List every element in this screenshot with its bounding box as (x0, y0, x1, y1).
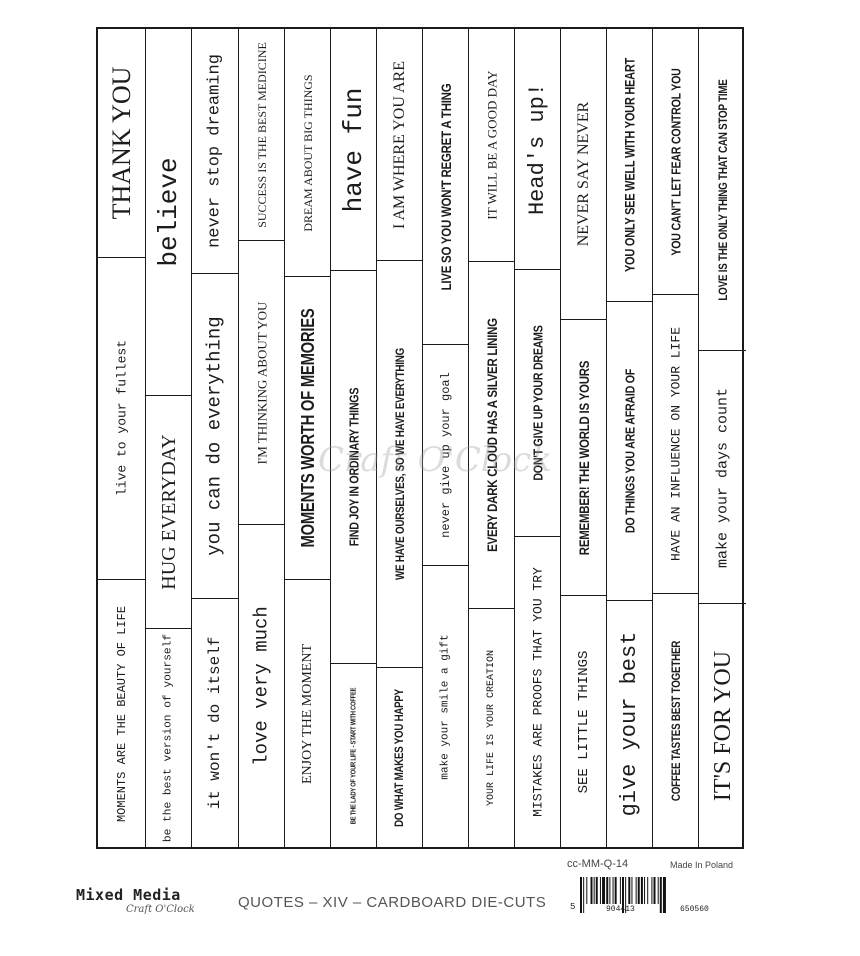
quote-strip (192, 598, 238, 847)
quote-strip (653, 294, 698, 593)
quote-text: THANK YOU (106, 66, 136, 220)
quote-strip (561, 595, 606, 847)
quote-strip (98, 257, 145, 578)
quote-strip (653, 29, 698, 294)
product-title: QUOTES – XIV – CARDBOARD DIE-CUTS (238, 894, 547, 911)
quote-text: you can do everything (203, 316, 226, 556)
quote-text: FIND JOY IN ORDINARY THINGS (346, 387, 361, 547)
quote-text: make your smile a gift (439, 633, 451, 780)
quote-strip (285, 579, 330, 847)
quote-strip (423, 565, 468, 847)
quote-strip (146, 395, 191, 627)
made-in-label: Made In Poland (670, 860, 734, 870)
quote-text: MISTAKES ARE PROOFS THAT YOU TRY (530, 567, 545, 817)
quote-text: DREAM ABOUT BIG THINGS (300, 73, 315, 232)
barcode-group-2: 650560 (680, 905, 709, 914)
quote-strip (699, 603, 746, 847)
quote-strip (653, 593, 698, 847)
barcode (580, 877, 738, 913)
quote-strip (146, 628, 191, 847)
product-code: cc-MM-Q-14 (567, 858, 629, 870)
quote-column (330, 29, 376, 847)
brand-subtitle: Craft O'Clock (126, 904, 195, 915)
quote-text: ENJOY THE MOMENT (299, 643, 315, 784)
quote-strip (607, 301, 652, 600)
quote-strip (515, 269, 560, 536)
quote-strip (561, 29, 606, 319)
quote-text: HUG EVERYDAY (157, 433, 180, 590)
quote-text: have fun (338, 87, 369, 212)
quote-text: IT'S FOR YOU (709, 650, 736, 801)
quote-text: never stop dreaming (205, 54, 225, 248)
quote-column (145, 29, 191, 847)
quote-column (376, 29, 422, 847)
quote-text: I AM WHERE YOU ARE (390, 60, 408, 229)
quote-strip (239, 240, 284, 524)
quote-strip (98, 579, 145, 847)
quote-strip (699, 29, 746, 350)
quote-strip (192, 29, 238, 273)
quote-column (468, 29, 514, 847)
quote-text: love very much (250, 606, 272, 766)
quote-column (698, 29, 746, 847)
quote-text: NEVER SAY NEVER (574, 101, 592, 247)
quote-text: believe (153, 157, 184, 267)
quote-text: SUCCESS IS THE BEST MEDICINE (254, 41, 269, 228)
quote-text: MOMENTS WORTH OF MEMORIES (297, 308, 318, 548)
quote-text: MOMENTS ARE THE BEAUTY OF LIFE (114, 605, 129, 822)
watermark: Craft O'Clock (318, 440, 552, 480)
quote-strip (331, 29, 376, 270)
quote-column (98, 29, 145, 847)
quote-column (284, 29, 330, 847)
quote-strip (515, 536, 560, 847)
quote-strip (285, 276, 330, 579)
quote-column (560, 29, 606, 847)
brand-logo (76, 886, 195, 915)
quote-text: EVERY DARK CLOUD HAS A SILVER LINING (483, 318, 500, 552)
quote-strip (192, 273, 238, 598)
quote-strip (377, 667, 422, 847)
quote-column (514, 29, 560, 847)
quote-text: make your days count (714, 387, 731, 568)
quote-strip (239, 524, 284, 847)
barcode-group-1: 904413 (606, 905, 635, 914)
quote-column (422, 29, 468, 847)
quote-strip (469, 608, 514, 847)
quote-strip (469, 29, 514, 261)
quote-text: HAVE AN INFLUENCE ON YOUR LIFE (668, 326, 683, 562)
quote-column (606, 29, 652, 847)
quote-text: YOU ONLY SEE WELL WITH YOUR HEART (621, 57, 637, 273)
quote-text: DO THINGS YOU ARE AFRAID OF (622, 368, 637, 534)
quote-text: LIVE SO YOU WON'T REGRET A THING (437, 83, 454, 290)
quote-strip (423, 29, 468, 344)
quote-text: never give up your goal (438, 372, 453, 538)
die-cut-sheet (96, 27, 744, 849)
quote-strip (331, 663, 376, 847)
quote-text: IT WILL BE A GOOD DAY (484, 70, 499, 220)
quote-strip (699, 350, 746, 604)
brand-name: Mixed Media (76, 886, 181, 904)
quote-text: LOVE IS THE ONLY THING THAT CAN STOP TIME (715, 78, 730, 301)
quote-text: I'M THINKING ABOUT YOU (254, 301, 269, 464)
quote-text: BE THE LADY OF YOUR LIFE - START WITH COFFEE (348, 687, 357, 824)
quote-strip (239, 29, 284, 240)
quote-text: WE HAVE OURSELVES, SO WE HAVE EVERYTHING (392, 347, 407, 581)
quote-column (238, 29, 284, 847)
quote-text: DON'T GIVE UP YOUR DREAMS (530, 325, 545, 481)
quote-strip (98, 29, 145, 257)
quote-text: live to your fullest (114, 339, 129, 497)
quote-strip (285, 29, 330, 276)
quote-strip (561, 319, 606, 595)
quote-strip (515, 29, 560, 269)
quote-text: give your best (616, 631, 642, 817)
quote-text: Head's up! (524, 82, 550, 216)
quote-strip (146, 29, 191, 395)
quote-text: REMEMBER! THE WORLD IS YOURS (575, 360, 592, 555)
quote-text: YOUR LIFE IS YOUR CREATION (485, 649, 497, 807)
barcode-prefix: 5 (570, 902, 576, 912)
quote-strip (469, 261, 514, 608)
quote-text: COFFEE TASTES BEST TOGETHER (668, 640, 683, 801)
quote-text: DO WHAT MAKES YOU HAPPY (391, 688, 406, 827)
quote-strip (607, 29, 652, 301)
quote-text: be the best version of yourself (161, 633, 174, 843)
quote-strip (377, 29, 422, 260)
quote-text: YOU CAN'T LET FEAR CONTROL YOU (668, 67, 683, 256)
quote-column (191, 29, 238, 847)
quote-strip (607, 600, 652, 847)
quote-text: it won't do itself (206, 636, 224, 810)
quote-text: SEE LITTLE THINGS (575, 650, 592, 793)
quote-column (652, 29, 698, 847)
